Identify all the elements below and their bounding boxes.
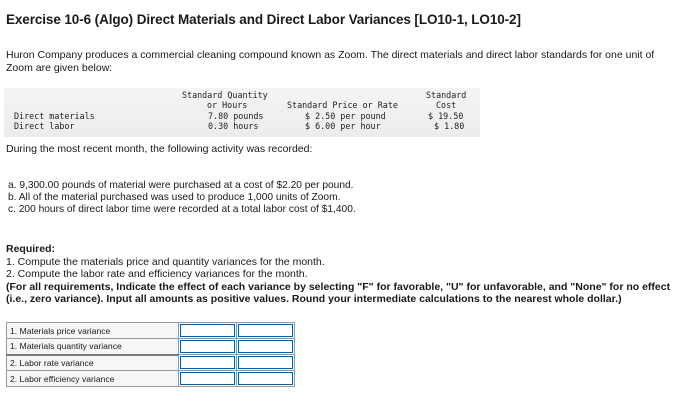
answer-row-labor-rate	[7, 355, 295, 371]
answer-row-label: 2. Labor efficiency variance	[7, 371, 179, 387]
variance-amount-input[interactable]	[179, 339, 237, 355]
col-cost-line1: Standard	[426, 90, 467, 100]
intro-paragraph: Huron Company produces a commercial cleaning compound known as Zoom. The direct materials and direct labor standards for one unit of Zoom are given below:	[6, 49, 655, 74]
answer-row-materials-price	[7, 323, 295, 339]
required-instructions: (For all requirements, Indicate the effect of each variance by selecting "F" for favorable, "U" for unfavorable, and "None" for no effect (i.e., zero variance). Input all amounts as positive values. Round your intermediate calculations to the nearest whole dollar.)	[6, 280, 671, 305]
row-labor-cost: $ 1.80	[434, 121, 465, 131]
variance-amount-input[interactable]	[179, 371, 237, 387]
col-std-qty-line1: Standard Quantity	[182, 90, 268, 100]
answer-table	[6, 322, 295, 387]
answer-row-labor-efficiency	[7, 371, 295, 387]
required-heading: Required:	[6, 243, 56, 255]
variance-effect-select[interactable]	[237, 339, 295, 355]
row-labor-label: Direct labor	[14, 121, 75, 131]
row-labor-qty: 0.30 hours	[208, 121, 259, 131]
required-section	[6, 243, 686, 306]
variance-effect-select[interactable]	[237, 371, 295, 387]
col-cost-line2: Cost	[436, 100, 457, 110]
col-std-qty-line2: or Hours	[207, 100, 248, 110]
row-materials-price: $ 2.50 per pound	[305, 111, 386, 121]
row-materials-cost: $ 19.50	[428, 111, 464, 121]
standards-table	[4, 88, 480, 137]
answer-row-materials-quantity	[7, 339, 295, 355]
variance-effect-select[interactable]	[237, 355, 295, 371]
answer-row-label: 1. Materials price variance	[7, 323, 179, 339]
activity-list	[8, 180, 356, 216]
required-item-1: 1. Compute the materials price and quantity variances for the month.	[6, 255, 325, 268]
required-item-2: 2. Compute the labor rate and efficiency variances for the month.	[6, 268, 308, 280]
variance-effect-select[interactable]	[237, 323, 295, 339]
activity-item-b: b. All of the material purchased was used to produce 1,000 units of Zoom.	[8, 192, 341, 203]
variance-amount-input[interactable]	[179, 355, 237, 371]
row-materials-qty: 7.80 pounds	[208, 111, 264, 121]
activity-item-c: c. 200 hours of direct labor time were recorded at a total labor cost of $1,400.	[8, 204, 356, 215]
col-price: Standard Price or Rate	[287, 100, 398, 110]
answer-row-label: 2. Labor rate variance	[7, 355, 179, 371]
row-labor-price: $ 6.00 per hour	[305, 121, 381, 131]
variance-amount-input[interactable]	[179, 323, 237, 339]
row-materials-label: Direct materials	[14, 111, 95, 121]
exercise-title: Exercise 10-6 (Algo) Direct Materials and Direct Labor Variances [LO10-1, LO10-2]	[6, 12, 521, 27]
activity-item-a: a. 9,300.00 pounds of material were purchased at a cost of $2.20 per pound.	[8, 180, 354, 191]
answer-row-label: 1. Materials quantity variance	[7, 339, 179, 355]
activity-heading: During the most recent month, the following activity was recorded:	[6, 143, 313, 155]
